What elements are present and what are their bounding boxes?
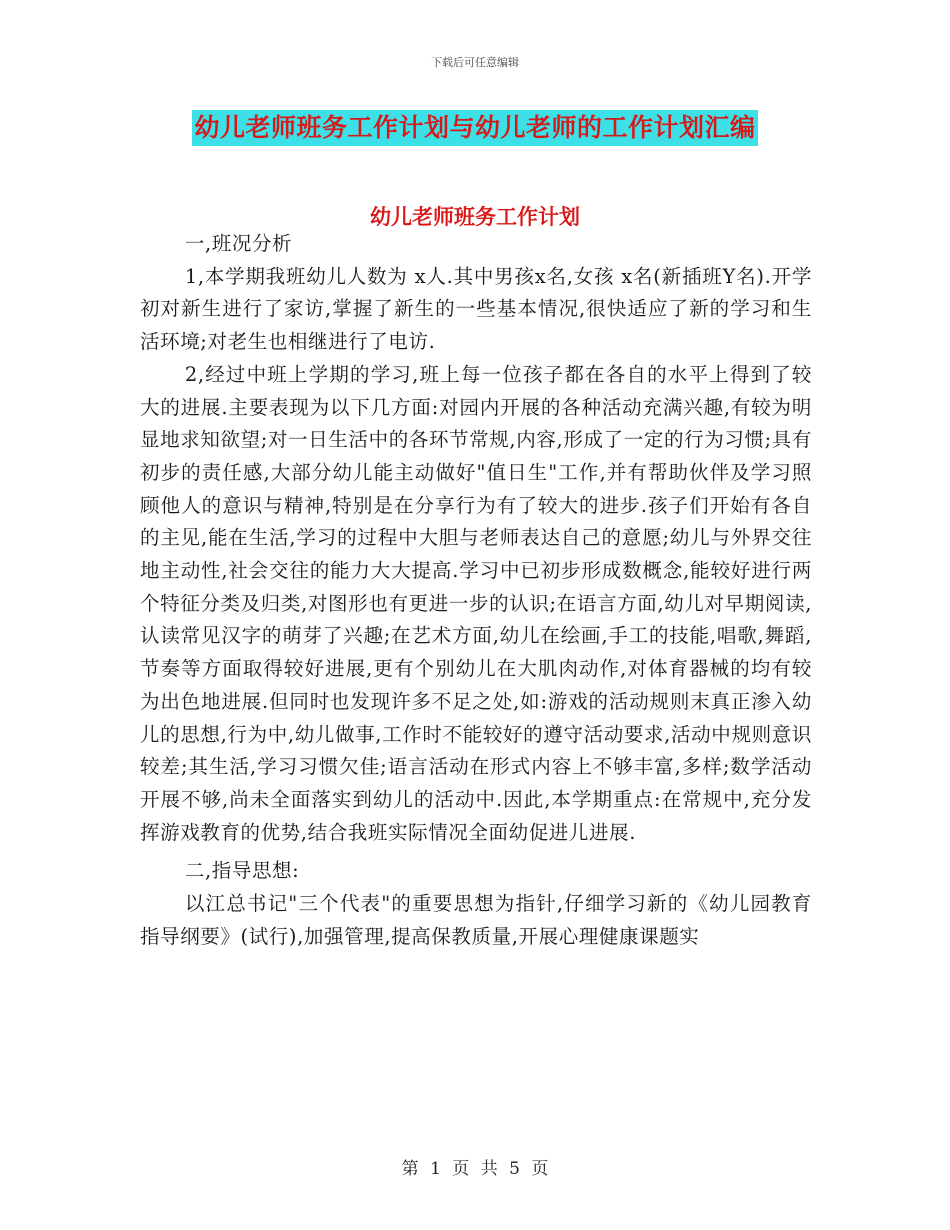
paragraph-heading-class-analysis: 一,班况分析 [184,232,293,255]
section-title: 幼儿老师班务工作计划 [370,204,580,229]
document-title: 幼儿老师班务工作计划与幼儿老师的工作计划汇编 [192,110,757,146]
document-body [140,228,812,953]
page-header-note: 下载后可任意编辑 [431,56,519,69]
paragraph-3: 以江总书记"三个代表"的重要思想为指针,仔细学习新的《幼儿园教育指导纲要》(试行),加强管理,提高保教质量,开展心理健康课题实 [140,892,812,948]
document-title-container [0,110,950,146]
paragraph-2: 2,经过中班上学期的学习,班上每一位孩子都在各自的水平上得到了较大的进展.主要表现为以下几方面:对园内开展的各种活动充满兴趣,有较为明显地求知欲望;对一日生活中的各环节常规,内容,形成了一定的行为习惯;具有初步的责任感,大部分幼儿能主动做好"值日生"工作,并有帮助伙伴及学习照顾他人的意识与精神,特别是在分享行为有了较大的进步.孩子们开始有各自的主见,能在生活,学习的过程中大胆与老师表达自己的意愿;幼儿与外界交往地主动性,社会交往的能力大大提高.学习中已初步形成数概念,能较好进行两个特征分类及归类,对图形也有更进一步的认识;在语言方面,幼儿对早期阅读,认读常见汉字的萌芽了兴趣;在艺术方面,幼儿在绘画,手工的技能,唱歌,舞蹈,节奏等方面取得较好进展,更有个别幼儿在大肌肉动作,对体育器械的均有较为出色地进展.但同时也发现许多不足之处,如:游戏的活动规则末真正渗入幼儿的思想,行为中,幼儿做事,工作时不能较好的遵守活动要求,活动中规则意识较差;其生活,学习习惯欠佳;语言活动在形式内容上不够丰富,多样;数学活动开展不够,尚未全面落实到幼儿的活动中.因此,本学期重点:在常规中,充分发挥游戏教育的优势,结合我班实际情况全面幼促进儿进展. [140,362,812,844]
page-number-footer: 第 1 页 共 5 页 [401,1159,549,1179]
paragraph-heading-guiding-thought: 二,指导思想: [184,859,300,883]
paragraph-1: 1,本学期我班幼儿人数为 x人.其中男孩x名,女孩 x名(新插班Y名).开学初对新生进行了家访,掌握了新生的一些基本情况,很快适应了新的学习和生活环境;对老生也相继进行了电访. [140,264,812,354]
